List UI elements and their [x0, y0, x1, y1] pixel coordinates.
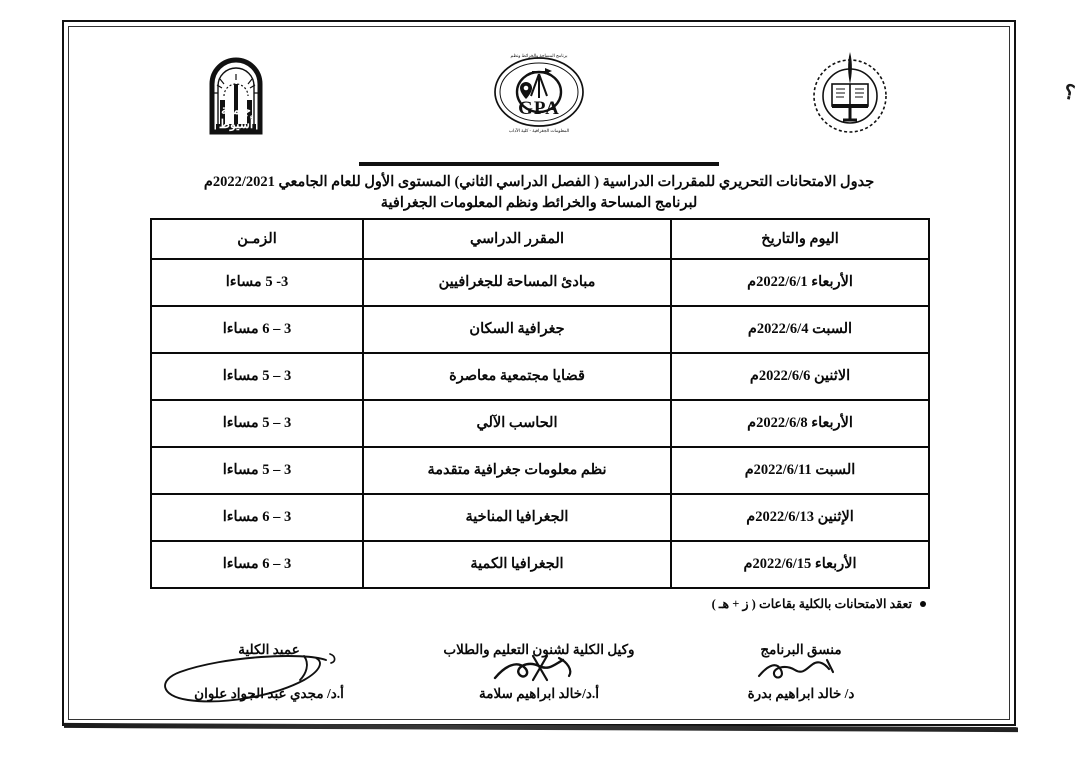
- cell-date: الأربعاء 2022/6/1م: [671, 259, 929, 306]
- cell-course: الجغرافيا الكمية: [363, 541, 671, 588]
- document-page: [62, 20, 1077, 726]
- cell-date: الأربعاء 2022/6/8م: [671, 400, 929, 447]
- cell-course: نظم معلومات جغرافية متقدمة: [363, 447, 671, 494]
- faculty-of-arts-logo: [798, 40, 902, 144]
- title-divider-rule: [359, 162, 719, 166]
- assiut-university-logo: [184, 40, 288, 144]
- cell-course: الجغرافيا المناخية: [363, 494, 671, 541]
- table-row: [151, 400, 929, 447]
- signature-name: د/ خالد ابراهيم بدرة: [747, 686, 855, 701]
- footnote-text: تعقد الامتحانات بالكلية بقاعات ( ز + هـ ): [711, 597, 912, 611]
- scan-stray-mark: ؟: [1061, 81, 1077, 105]
- cell-time: 3 – 6 مساءا: [151, 494, 363, 541]
- column-header-course: المقرر الدراسي: [363, 219, 671, 259]
- table-row: [151, 541, 929, 588]
- svg-text:برنامج المساحة والخرائط ونظم: برنامج المساحة والخرائط ونظم: [510, 53, 568, 58]
- handwritten-signature-vice-dean: [404, 658, 674, 686]
- signature-name: أ.د/خالد ابراهيم سلامة: [478, 686, 600, 701]
- signature-role: عميد الكلية: [238, 642, 300, 657]
- signature-name: أ.د/ مجدي عبد الجواد علوان: [194, 686, 344, 701]
- svg-text:GPA: GPA: [518, 98, 560, 119]
- svg-text:المعلومات الجغرافية - كلية الآ: المعلومات الجغرافية - كلية الآداب: [508, 128, 570, 133]
- signature-role: وكيل الكلية لشنون التعليم والطلاب: [443, 642, 635, 657]
- table-row: [151, 259, 929, 306]
- cell-course: مبادئ المساحة للجغرافيين: [363, 259, 671, 306]
- cell-date: الاثنين 2022/6/6م: [671, 353, 929, 400]
- cell-time: 3 – 5 مساءا: [151, 447, 363, 494]
- cell-date: السبت 2022/6/4م: [671, 306, 929, 353]
- handwritten-signature-coordinator: [666, 658, 936, 686]
- cell-time: 3- 5 مساءا: [151, 259, 363, 306]
- signature-dean: [134, 642, 404, 702]
- table-row: [151, 353, 929, 400]
- handwritten-signature-dean: [134, 658, 404, 686]
- bullet-icon: [920, 601, 926, 607]
- table-row: [151, 306, 929, 353]
- exam-schedule-container: [152, 218, 930, 589]
- footnote: [712, 596, 926, 612]
- cell-date: الأربعاء 2022/6/15م: [671, 541, 929, 588]
- svg-text:جامعة: جامعة: [221, 103, 251, 117]
- signature-program-coordinator: [666, 642, 936, 702]
- signature-vice-dean: [404, 642, 674, 702]
- cell-time: 3 – 6 مساءا: [151, 541, 363, 588]
- cell-date: الإثنين 2022/6/13م: [671, 494, 929, 541]
- cell-course: جغرافية السكان: [363, 306, 671, 353]
- document-title-line-1: جدول الامتحانات التحريري للمقررات الدراسية ( الفصل الدراسي الثاني) المستوى الأول للعام الجامعي 2022/2021م: [203, 174, 875, 190]
- title-block: [64, 162, 1014, 214]
- signature-role: منسق البرنامج: [760, 642, 842, 657]
- cell-date: السبت 2022/6/11م: [671, 447, 929, 494]
- cell-time: 3 – 5 مساءا: [151, 353, 363, 400]
- table-header-row: [151, 219, 929, 259]
- svg-text:أسيوط: أسيوط: [218, 117, 254, 131]
- cell-time: 3 – 5 مساءا: [151, 400, 363, 447]
- logo-row: [64, 40, 1014, 152]
- table-row: [151, 447, 929, 494]
- column-header-time: الزمـن: [151, 219, 363, 259]
- cell-time: 3 – 6 مساءا: [151, 306, 363, 353]
- cell-course: الحاسب الآلي: [363, 400, 671, 447]
- cell-course: قضايا مجتمعية معاصرة: [363, 353, 671, 400]
- gpa-program-logo: [487, 40, 591, 144]
- signature-block: [64, 642, 1014, 732]
- document-title-line-2: لبرنامج المساحة والخرائط ونظم المعلومات الجغرافية: [380, 195, 698, 212]
- exam-schedule-table: [150, 218, 930, 589]
- table-row: [151, 494, 929, 541]
- column-header-date: اليوم والتاريخ: [671, 219, 929, 259]
